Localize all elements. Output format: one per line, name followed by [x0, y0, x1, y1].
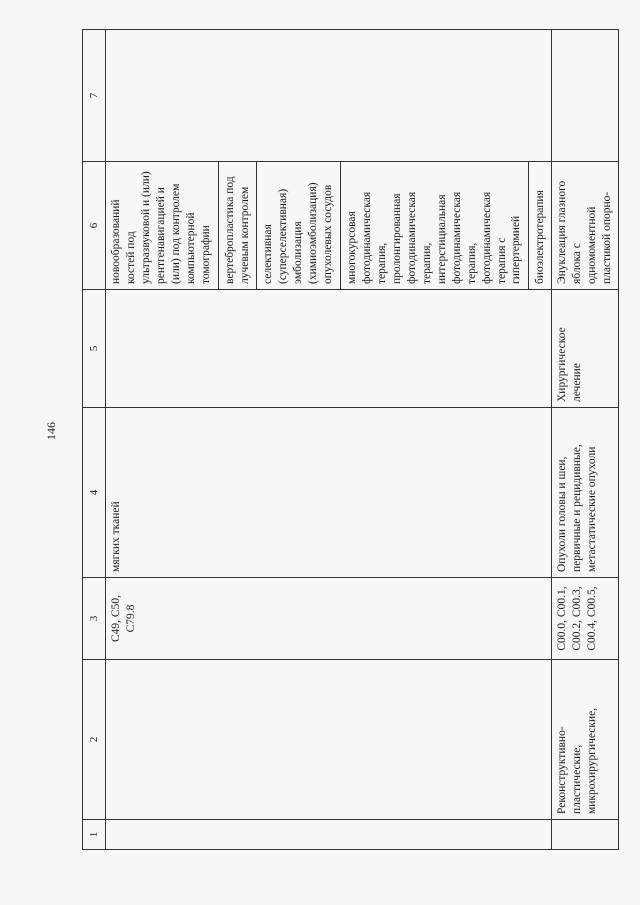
col-number-7: 7	[83, 30, 106, 162]
page-number: 146	[44, 422, 58, 440]
cell-treatment-type	[106, 290, 552, 408]
col-number-6: 6	[83, 162, 106, 290]
cell-cost	[552, 30, 619, 162]
method-item: многокурсовая фотодинамическая терапия, пролонгированная фотодинамическая терапия, интерстициальная фотодинамическая терапия, фотодинамическая терапия с гипертермией	[340, 162, 524, 289]
cell-number	[552, 820, 619, 850]
cell-name: Реконструктивно-пластические, микрохирургические,	[552, 660, 619, 820]
rotated-table-container	[82, 30, 614, 850]
cell-name	[106, 660, 552, 820]
table-row	[552, 30, 619, 850]
cell-icd-codes: C49, C50, C79.8	[106, 578, 552, 660]
col-number-4: 4	[83, 408, 106, 578]
cell-method: Энуклеация глазного яблока с одномоментной пластикой опорно-	[552, 162, 619, 290]
cell-treatment-type: Хирургическое лечение	[552, 290, 619, 408]
method-item: вертебропластика под лучевым контролем	[218, 162, 253, 289]
services-table	[82, 29, 619, 850]
column-numbers-row	[83, 30, 106, 850]
col-number-3: 3	[83, 578, 106, 660]
cell-icd-codes: C00.0, C00.1, C00.2, C00.3, C00.4, C00.5,	[552, 578, 619, 660]
cell-diagnosis: Опухоли головы и шеи, первичные и рецидивные, метастатические опухоли	[552, 408, 619, 578]
method-item: новообразований костей под ультразвуковой и (или) рентгенавигацией и (или) под контролем компьютерной томографии	[110, 171, 212, 284]
col-number-5: 5	[83, 290, 106, 408]
cell-diagnosis: мягких тканей	[106, 408, 552, 578]
method-item: селективная (суперселективная) эмболизация (химиоэмболизация) опухолевых сосудов	[256, 162, 336, 289]
table-row	[106, 30, 552, 850]
cell-cost	[106, 30, 552, 162]
cell-number	[106, 820, 552, 850]
col-number-1: 1	[83, 820, 106, 850]
col-number-2: 2	[83, 660, 106, 820]
method-item: биоэлектротерапия	[528, 162, 548, 289]
cell-methods	[106, 162, 552, 290]
